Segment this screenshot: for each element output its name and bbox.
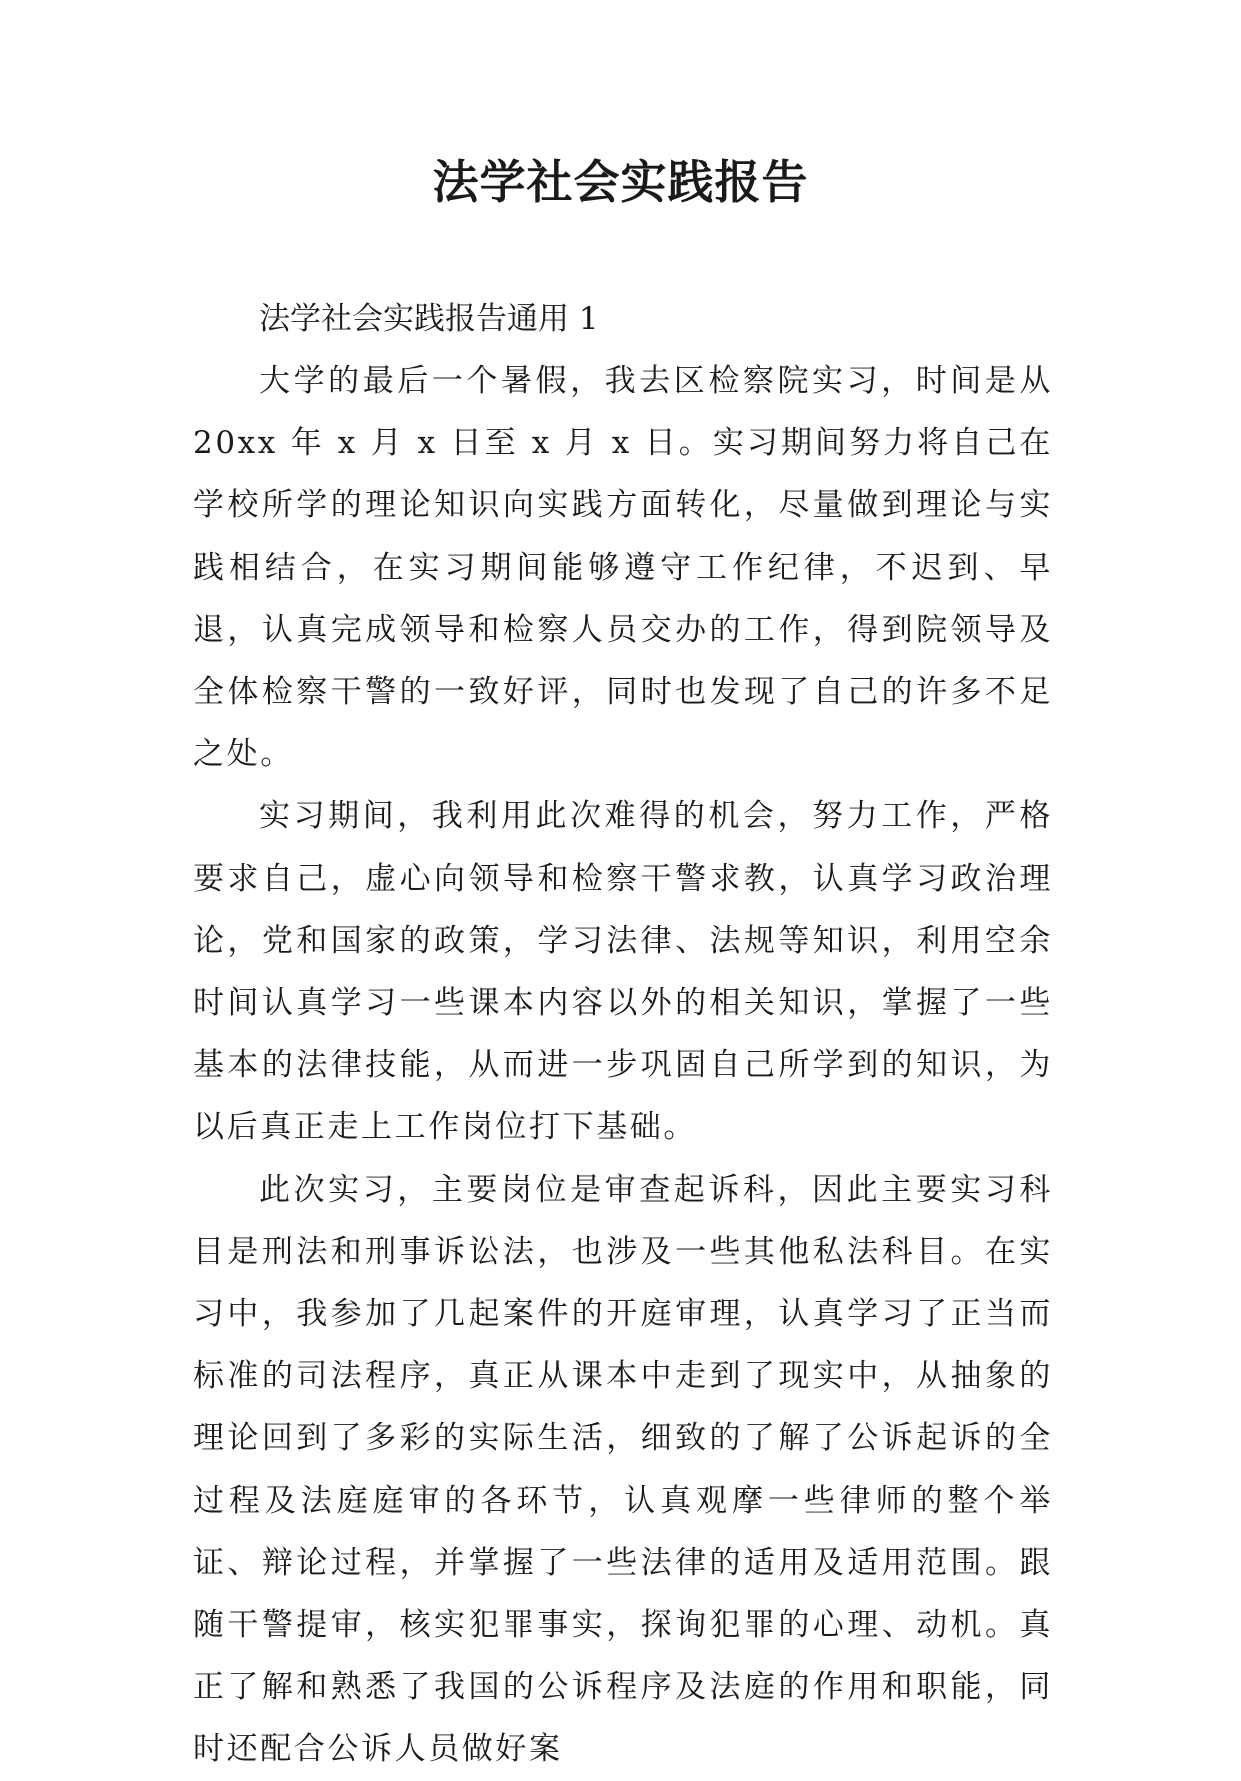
section-subheading: 法学社会实践报告通用 1 bbox=[259, 301, 599, 337]
paragraph-2: 实习期间，我利用此次难得的机会，努力工作，严格要求自己，虚心向领导和检察干警求教，认真学习政治理论，党和国家的政策，学习法律、法规等知识，利用空余时间认真学习一些课本内容以外的相关知识，掌握了一些基本的法律技能，从而进一步巩固自己所学到的知识，为以后真正走上工作岗位打下基础。 bbox=[193, 798, 1053, 1146]
paragraph-3: 此次实习，主要岗位是审查起诉科，因此主要实习科目是刑法和刑事诉讼法，也涉及一些其他私法科目。在实习中，我参加了几起案件的开庭审理，认真学习了正当而标准的司法程序，真正从课本中走到了现实中，从抽象的理论回到了多彩的实际生活，细致的了解了公诉起诉的全过程及法庭庭审的各环节，认真观摩一些律师的整个举证、辩论过程，并掌握了一些法律的适用及适用范围。跟随干警提审，核实犯罪事实，探询犯罪的心理、动机。真正了解和熟悉了我国的公诉程序及法庭的作用和职能，同时还配合公诉人员做好案 bbox=[193, 1171, 1053, 1768]
paragraph-1: 大学的最后一个暑假，我去区检察院实习，时间是从 20xx 年 x 月 x 日至 x 月 x 日。实习期间努力将自己在学校所学的理论知识向实践方面转化，尽量做到理论与实践相结合，在实习期间能够遵守工作纪律，不迟到、早退，认真完成领导和检察人员交办的工作，得到院领导及全体检察干警的一致好评，同时也发现了自己的许多不足之处。 bbox=[193, 363, 1053, 773]
document-body bbox=[193, 288, 1053, 1781]
document-title: 法学社会实践报告 bbox=[432, 155, 809, 209]
